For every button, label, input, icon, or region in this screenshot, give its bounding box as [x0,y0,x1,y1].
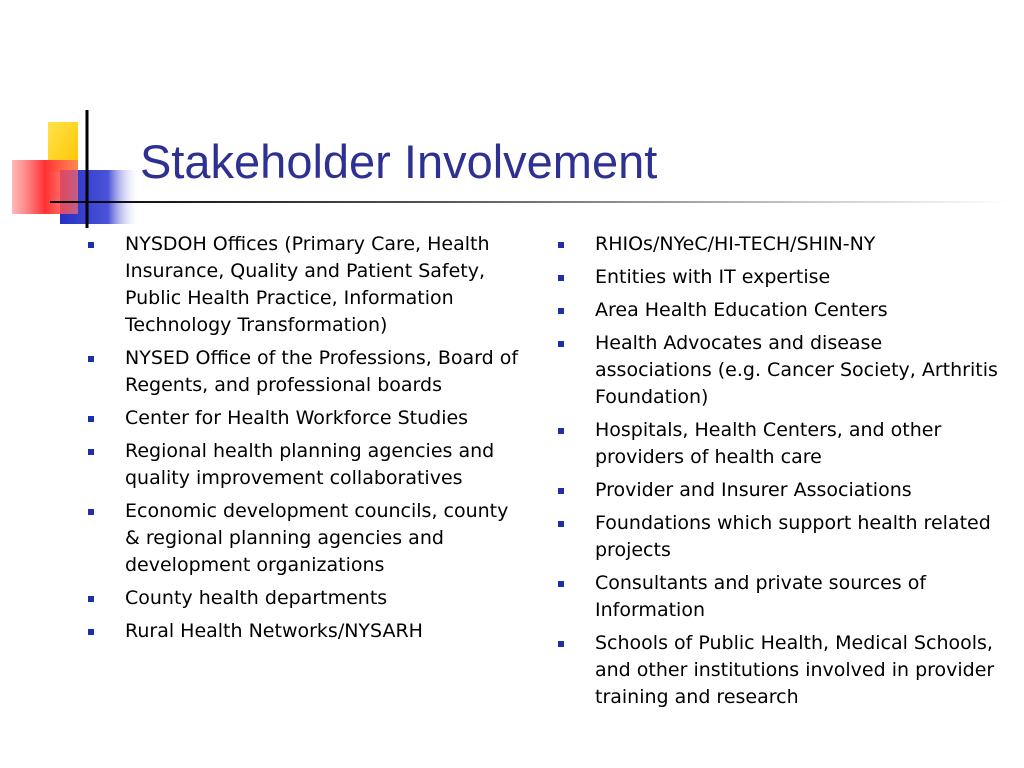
list-item [558,570,998,624]
right-bullet-list [558,231,998,717]
list-item-text: Entities with IT expertise [595,266,831,288]
square-bullet-icon [88,356,94,362]
list-item-text: Health Advocates and disease associations (e.g. Cancer Society, Arthritis Foundation) [595,332,998,408]
corner-decoration [0,0,140,240]
list-item [558,264,998,291]
list-item [88,498,520,579]
slide-title: Stakeholder Involvement [140,135,658,188]
square-bullet-icon [558,641,564,647]
list-item-text: Regional health planning agencies and quality improvement collaboratives [125,440,495,489]
list-item-text: Hospitals, Health Centers, and other providers of health care [595,419,942,468]
square-bullet-icon [558,428,564,434]
square-bullet-icon [558,242,564,248]
square-bullet-icon [88,596,94,602]
square-bullet-icon [88,449,94,455]
list-item-text: RHIOs/NYeC/HI-TECH/SHIN-NY [595,233,876,255]
list-item-text: Rural Health Networks/NYSARH [125,620,423,642]
list-item-text: Area Health Education Centers [595,299,888,321]
list-item-text: Center for Health Workforce Studies [125,407,469,429]
list-item [88,585,520,612]
square-bullet-icon [88,509,94,515]
list-item [558,231,998,258]
square-bullet-icon [558,581,564,587]
list-item [88,405,520,432]
list-item-text: Schools of Public Health, Medical Schools, and other institutions involved in provider training and research [595,632,995,708]
list-item-text: NYSDOH Offices (Primary Care, Health Insurance, Quality and Patient Safety, Public Health Practice, Information Technology Transformation) [125,233,490,336]
list-item [558,630,998,711]
list-item-text: Economic development councils, county & regional planning agencies and development organizations [125,500,509,576]
square-bullet-icon [558,341,564,347]
left-bullet-list [88,231,520,651]
list-item-text: Provider and Insurer Associations [595,479,912,501]
title-divider [50,201,1010,203]
list-item-text: County health departments [125,587,388,609]
list-item [88,618,520,645]
square-bullet-icon [558,308,564,314]
list-item-text: Foundations which support health related projects [595,512,991,561]
list-item [558,297,998,324]
list-item [558,417,998,471]
list-item [88,438,520,492]
square-bullet-icon [88,416,94,422]
list-item [558,510,998,564]
list-item [88,345,520,399]
list-item-text: Consultants and private sources of Information [595,572,927,621]
square-bullet-icon [558,488,564,494]
square-bullet-icon [88,629,94,635]
square-bullet-icon [558,521,564,527]
square-bullet-icon [88,242,94,248]
square-bullet-icon [558,275,564,281]
list-item [558,477,998,504]
deco-red-square [12,160,78,214]
list-item-text: NYSED Office of the Professions, Board of Regents, and professional boards [125,347,519,396]
list-item [88,231,520,339]
list-item [558,330,998,411]
